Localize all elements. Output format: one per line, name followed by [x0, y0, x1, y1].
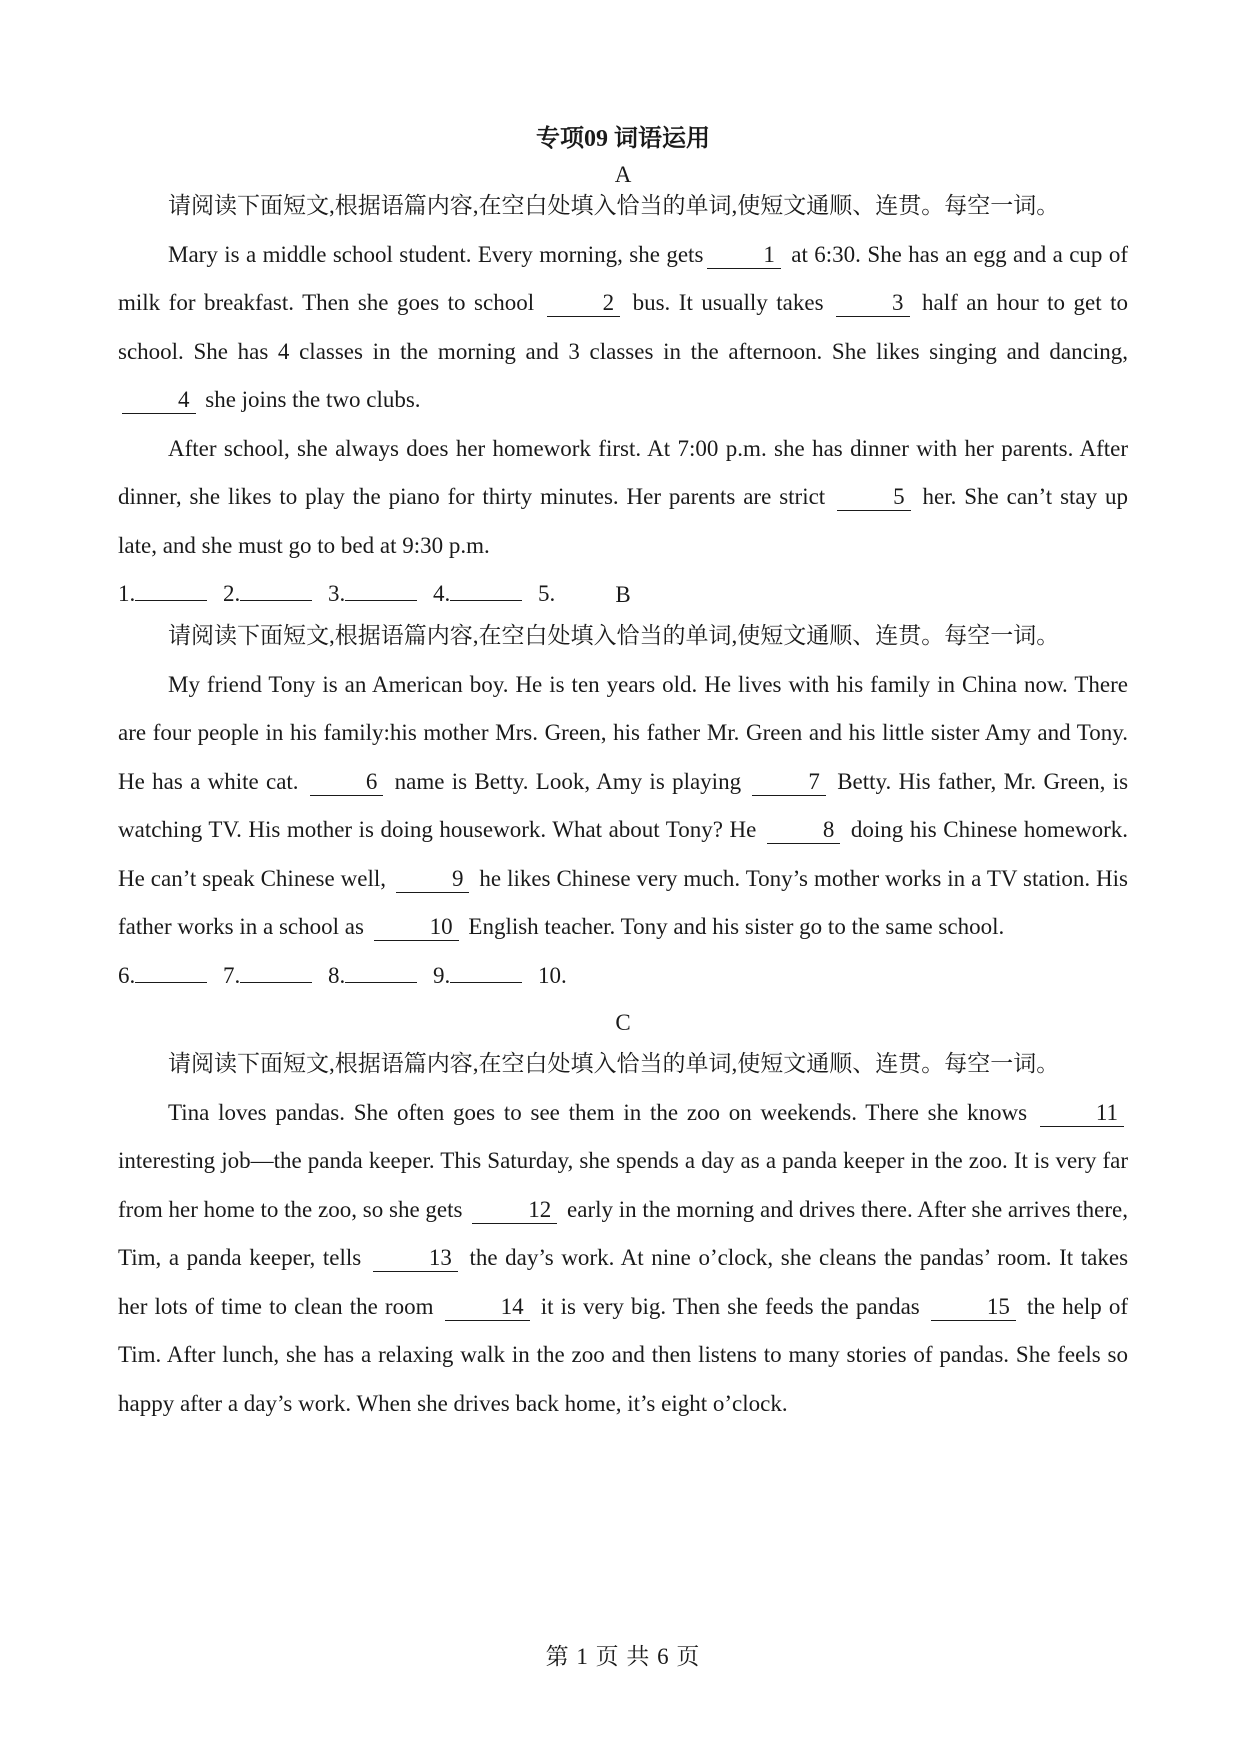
passage-text: My friend Tony is an American boy. He is ten years old. He lives with his family in China now. There are four people in his family:his mother Mrs. Green, his father Mr. Green and his little sister Amy and Tony. He has a white cat. [118, 671, 1128, 794]
passage-text: it is very big. Then she feeds the pandas [540, 1293, 920, 1319]
passage-text: English teacher. Tony and his sister go to the same school. [468, 914, 1005, 939]
section-a-paragraph-2 [118, 425, 1128, 571]
section-c-paragraph-1 [118, 1089, 1128, 1429]
answer-label-8: 8. [328, 962, 346, 988]
passage-text: she joins the two clubs. [205, 387, 421, 412]
blank-4: 4 [122, 387, 196, 414]
blank-2: 2 [547, 290, 621, 317]
blank-1: 1 [707, 242, 781, 269]
answer-label-5: 5. [538, 581, 556, 606]
blank-12: 12 [472, 1197, 557, 1224]
answer-line-8[interactable] [345, 960, 417, 983]
answer-label-10: 10. [538, 962, 567, 988]
blank-10: 10 [374, 914, 459, 941]
document-page [118, 0, 1128, 1754]
passage-text: interesting job—the panda keeper. This Saturday, she spends a day as a panda keeper in the zoo. It is very far from her home to the zoo, so she gets [118, 1148, 1128, 1222]
page-number-footer: 第 1 页 共 6 页 [545, 1644, 701, 1669]
passage-text: her. She can’t stay up late, and she must go to bed at 9:30 p.m. [118, 484, 1129, 558]
answer-line-6[interactable] [135, 960, 207, 983]
section-a-instruction: 请阅读下面短文,根据语篇内容,在空白处填入恰当的单词,使短文通顺、连贯。每空一词。 [168, 193, 1060, 218]
answer-line-7[interactable] [240, 960, 312, 983]
blank-9: 9 [396, 866, 470, 893]
blank-13: 13 [373, 1245, 458, 1272]
passage-text: Mary is a middle school student. Every morning, she gets [168, 241, 704, 267]
blank-5: 5 [837, 484, 911, 511]
blank-3: 3 [836, 290, 910, 317]
passage-text: Betty. His father, Mr. Green, is watching TV. His mother is doing housework. What about Tony? He [118, 768, 1129, 842]
section-c-text [118, 1040, 1128, 1428]
passage-text: he likes Chinese very much. Tony’s mother works in a TV station. His father works in a school as [118, 865, 1128, 939]
passage-text: bus. It usually takes [632, 290, 824, 315]
blank-15: 15 [931, 1294, 1016, 1321]
passage-text: half an hour to get to school. She has 4 classes in the morning and 3 classes in the afternoon. She likes singing and dancing, [118, 290, 1129, 364]
section-b-answer-row [118, 952, 1128, 1001]
blank-6: 6 [310, 769, 384, 796]
passage-text: name is Betty. Look, Amy is playing [394, 768, 742, 794]
passage-text: After school, she always does her homework first. At 7:00 p.m. she has dinner with her parents. After dinner, she likes to play the piano for thirty minutes. Her parents are strict [118, 435, 1128, 509]
answer-label-2: 2. [223, 581, 241, 606]
blank-14: 14 [445, 1294, 530, 1321]
passage-text: the help of Tim. After lunch, she has a relaxing walk in the zoo and then listens to many stories of pandas. She feels so happy after a day’s work. When she drives back home, it’s eight o’clock. [118, 1293, 1129, 1416]
passage-text: doing his Chinese homework. He can’t speak Chinese well, [118, 817, 1129, 891]
answer-label-1: 1. [118, 581, 136, 606]
answer-line-9[interactable] [450, 960, 522, 983]
answer-label-7: 7. [223, 962, 241, 988]
answer-label-9: 9. [433, 962, 451, 988]
section-b-instruction: 请阅读下面短文,根据语篇内容,在空白处填入恰当的单词,使短文通顺、连贯。每空一词。 [168, 623, 1060, 648]
section-c-instruction: 请阅读下面短文,根据语篇内容,在空白处填入恰当的单词,使短文通顺、连贯。每空一词。 [168, 1051, 1060, 1076]
section-b-text [118, 612, 1128, 1000]
passage-text: Tina loves pandas. She often goes to see them in the zoo on weekends. There she knows [168, 1099, 1028, 1125]
section-a-label: A [614, 162, 632, 187]
blank-7: 7 [752, 769, 826, 796]
page-title: 专项09 词语运用 [536, 126, 710, 152]
passage-text: at 6:30. She has an egg and a cup of milk for breakfast. Then she goes to school [118, 241, 1128, 315]
blank-11: 11 [1040, 1100, 1124, 1127]
answer-label-6: 6. [118, 962, 136, 988]
section-a-text [118, 182, 1128, 619]
answer-label-3: 3. [328, 581, 346, 606]
section-a-paragraph-1 [118, 231, 1128, 425]
section-b-label: B [615, 582, 631, 607]
answer-label-4: 4. [433, 581, 451, 606]
passage-text: the day’s work. At nine o’clock, she cleans the pandas’ room. It takes her lots of time to clean the room [118, 1245, 1129, 1319]
section-c-label: C [615, 1010, 631, 1035]
blank-8: 8 [767, 817, 841, 844]
passage-text: early in the morning and drives there. After she arrives there, Tim, a panda keeper, tells [118, 1196, 1129, 1270]
section-b-paragraph-1 [118, 661, 1128, 952]
